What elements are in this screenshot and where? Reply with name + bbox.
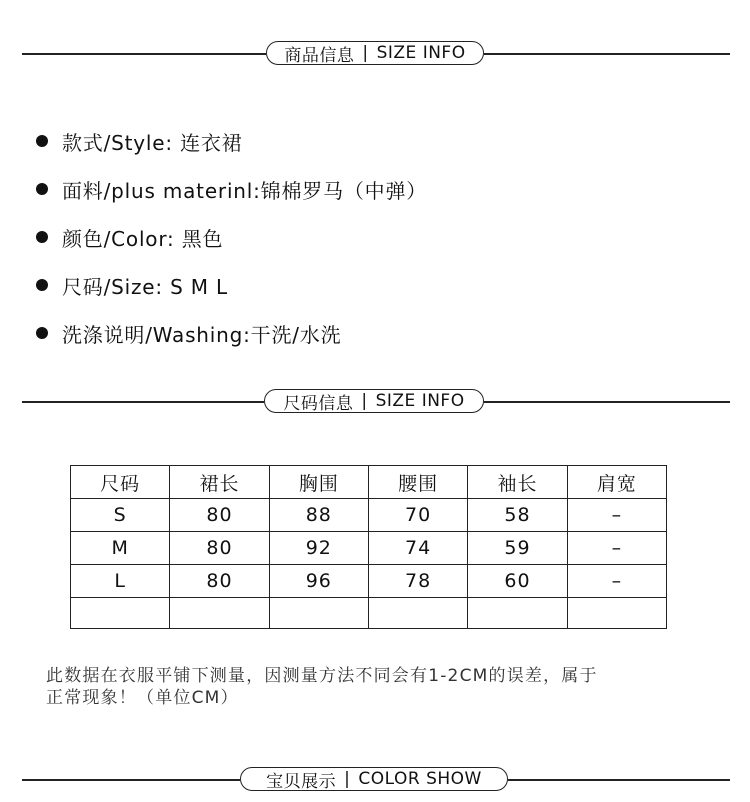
table-cell: 70 xyxy=(368,499,467,532)
column-header-size: 尺码 xyxy=(71,466,170,499)
column-header-bust: 胸围 xyxy=(269,466,368,499)
table-cell: 80 xyxy=(170,499,269,532)
table-cell: S xyxy=(71,499,170,532)
note-line: 正常现象！（单位CM） xyxy=(46,688,239,708)
divider-line xyxy=(508,779,730,781)
product-info-title xyxy=(266,41,484,65)
divider-line xyxy=(484,53,730,55)
header-cn: 宝贝展示 xyxy=(266,771,337,792)
attribute-color: 颜色/Color: 黑色 xyxy=(62,226,224,251)
note-line: 此数据在衣服平铺下测量，因测量方法不同会有1-2CM的误差，属于 xyxy=(46,666,598,686)
attribute-size: 尺码/Size: S M L xyxy=(62,274,228,299)
table-cell: – xyxy=(567,565,666,598)
size-info-title xyxy=(264,389,484,413)
bullet-icon xyxy=(36,327,48,339)
header-en: SIZE INFO xyxy=(376,43,466,63)
header-separator: | xyxy=(361,391,368,411)
table-cell xyxy=(71,598,170,629)
table-cell: – xyxy=(567,499,666,532)
size-info-header xyxy=(22,389,730,415)
table-cell xyxy=(170,598,269,629)
attribute-washing: 洗涤说明/Washing:干洗/水洗 xyxy=(62,322,342,347)
table-cell: 78 xyxy=(368,565,467,598)
table-cell xyxy=(368,598,467,629)
column-header-waist: 腰围 xyxy=(368,466,467,499)
table-cell: 96 xyxy=(269,565,368,598)
list-item xyxy=(36,165,427,213)
column-header-shoulder: 肩宽 xyxy=(567,466,666,499)
bullet-icon xyxy=(36,183,48,195)
table-cell xyxy=(567,598,666,629)
column-header-dress-length: 裙长 xyxy=(170,466,269,499)
table-row xyxy=(71,499,667,532)
table-cell: M xyxy=(71,532,170,565)
table-cell: 80 xyxy=(170,565,269,598)
size-table xyxy=(70,465,667,629)
attribute-fabric: 面料/plus materinl:锦棉罗马（中弹） xyxy=(62,178,428,203)
divider-line xyxy=(484,401,730,403)
divider-line xyxy=(22,779,240,781)
header-separator: | xyxy=(344,769,351,789)
header-cn: 尺码信息 xyxy=(283,393,354,414)
bullet-icon xyxy=(36,231,48,243)
table-cell: 60 xyxy=(468,565,567,598)
attribute-style: 款式/Style: 连衣裙 xyxy=(62,130,243,155)
table-row xyxy=(71,565,667,598)
table-row-empty xyxy=(71,598,667,629)
bullet-icon xyxy=(36,135,48,147)
table-cell: 92 xyxy=(269,532,368,565)
table-cell: 74 xyxy=(368,532,467,565)
table-cell xyxy=(468,598,567,629)
color-show-title xyxy=(240,767,508,791)
list-item xyxy=(36,309,427,357)
color-show-header xyxy=(22,767,730,793)
product-attributes-list xyxy=(36,117,427,357)
divider-line xyxy=(22,53,266,55)
table-cell: – xyxy=(567,532,666,565)
table-cell xyxy=(269,598,368,629)
table-cell: 58 xyxy=(468,499,567,532)
table-header-row xyxy=(71,466,667,499)
table-cell: 59 xyxy=(468,532,567,565)
product-info-header xyxy=(22,41,730,67)
measurement-note xyxy=(46,665,726,709)
table-cell: 88 xyxy=(269,499,368,532)
divider-line xyxy=(22,401,264,403)
list-item xyxy=(36,261,427,309)
header-en: COLOR SHOW xyxy=(358,769,482,789)
header-en: SIZE INFO xyxy=(375,391,465,411)
table-cell: 80 xyxy=(170,532,269,565)
list-item xyxy=(36,117,427,165)
header-cn: 商品信息 xyxy=(284,45,355,66)
header-separator: | xyxy=(362,43,369,63)
table-row xyxy=(71,532,667,565)
table-cell: L xyxy=(71,565,170,598)
list-item xyxy=(36,213,427,261)
bullet-icon xyxy=(36,279,48,291)
column-header-sleeve: 袖长 xyxy=(468,466,567,499)
